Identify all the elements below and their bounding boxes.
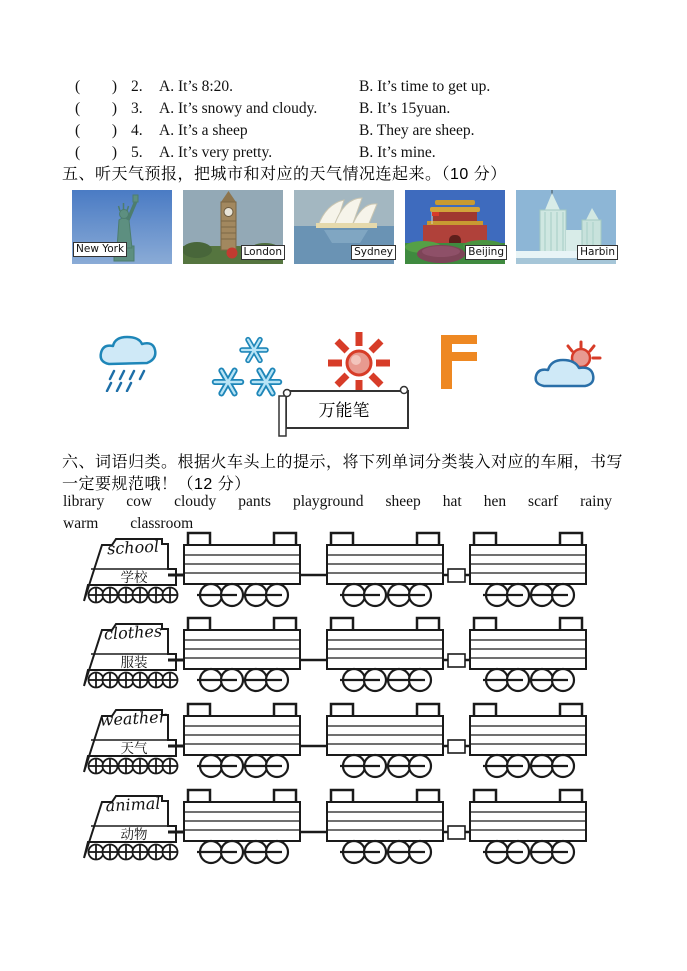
listening-options-section xyxy=(75,76,490,164)
word: cloudy xyxy=(174,493,217,510)
city-label: Harbin xyxy=(577,245,618,260)
city-card-beijing xyxy=(405,190,505,264)
train-category-zh: 动物 xyxy=(120,827,148,842)
scroll-banner xyxy=(274,384,416,438)
cloudy-icon xyxy=(534,340,602,392)
banner-label: 万能笔 xyxy=(318,401,370,420)
option-a: A. It’s a sheep xyxy=(159,122,248,139)
answer-blank: ( ) xyxy=(75,78,117,95)
word: rainy xyxy=(580,493,612,510)
train-category-zh: 服装 xyxy=(120,655,148,670)
answer-blank: ( ) xyxy=(75,122,117,139)
windy-flag-icon xyxy=(437,333,481,391)
listening-row xyxy=(75,98,490,120)
question-number: 5. xyxy=(131,144,143,161)
city-card-new-york xyxy=(72,190,172,264)
city-card-harbin xyxy=(516,190,616,264)
train-school xyxy=(76,529,591,613)
city-card-sydney xyxy=(294,190,394,264)
section5-title: 五、听天气预报，把城市和对应的天气情况连起来。（10 分） xyxy=(62,166,507,183)
option-a: A. It’s very pretty. xyxy=(159,144,273,161)
city-photo-row xyxy=(72,190,627,264)
train-clothes xyxy=(76,614,591,698)
train-category-en: animal xyxy=(105,793,161,816)
word: hen xyxy=(483,493,507,510)
listening-row xyxy=(75,76,490,98)
option-a: A. It’s 8:20. xyxy=(159,78,234,95)
word-bank-line1 xyxy=(63,491,612,513)
option-b: B. It’s time to get up. xyxy=(359,78,491,95)
word: library xyxy=(63,493,105,510)
section6-title-line2: 一定要规范哦！（12 分） xyxy=(62,476,251,493)
answer-blank: ( ) xyxy=(75,100,117,117)
word: scarf xyxy=(528,493,559,510)
rainy-icon xyxy=(97,334,165,392)
city-card-london xyxy=(183,190,283,264)
word: pants xyxy=(238,493,271,510)
word: hat xyxy=(442,493,462,510)
option-a: A. It’s snowy and cloudy. xyxy=(159,100,318,117)
option-b: B. It’s 15yuan. xyxy=(359,100,451,117)
city-label: Beijing xyxy=(465,245,507,260)
option-b: B. It’s mine. xyxy=(359,144,436,161)
question-number: 2. xyxy=(131,78,143,95)
section6-title-line1: 六、词语归类。根据火车头上的提示，将下列单词分类装入对应的车厢，书写 xyxy=(62,454,624,471)
question-number: 3. xyxy=(131,100,143,117)
word: warm xyxy=(63,515,99,532)
train-category-zh: 学校 xyxy=(120,570,148,585)
word: sheep xyxy=(385,493,421,510)
train-category-en: weather xyxy=(99,707,167,730)
question-number: 4. xyxy=(131,122,143,139)
word: classroom xyxy=(130,515,194,532)
word: playground xyxy=(292,493,364,510)
train-category-en: school xyxy=(106,536,160,559)
train-category-zh: 天气 xyxy=(120,741,148,756)
city-label: New York xyxy=(73,242,127,257)
train-weather xyxy=(76,700,591,784)
train-animal xyxy=(76,786,591,870)
train-category-en: clothes xyxy=(103,621,163,644)
city-label: London xyxy=(241,245,286,260)
answer-blank: ( ) xyxy=(75,144,117,161)
listening-row xyxy=(75,120,490,142)
option-b: B. They are sheep. xyxy=(359,122,475,139)
city-label: Sydney xyxy=(351,245,396,260)
word: cow xyxy=(126,493,153,510)
